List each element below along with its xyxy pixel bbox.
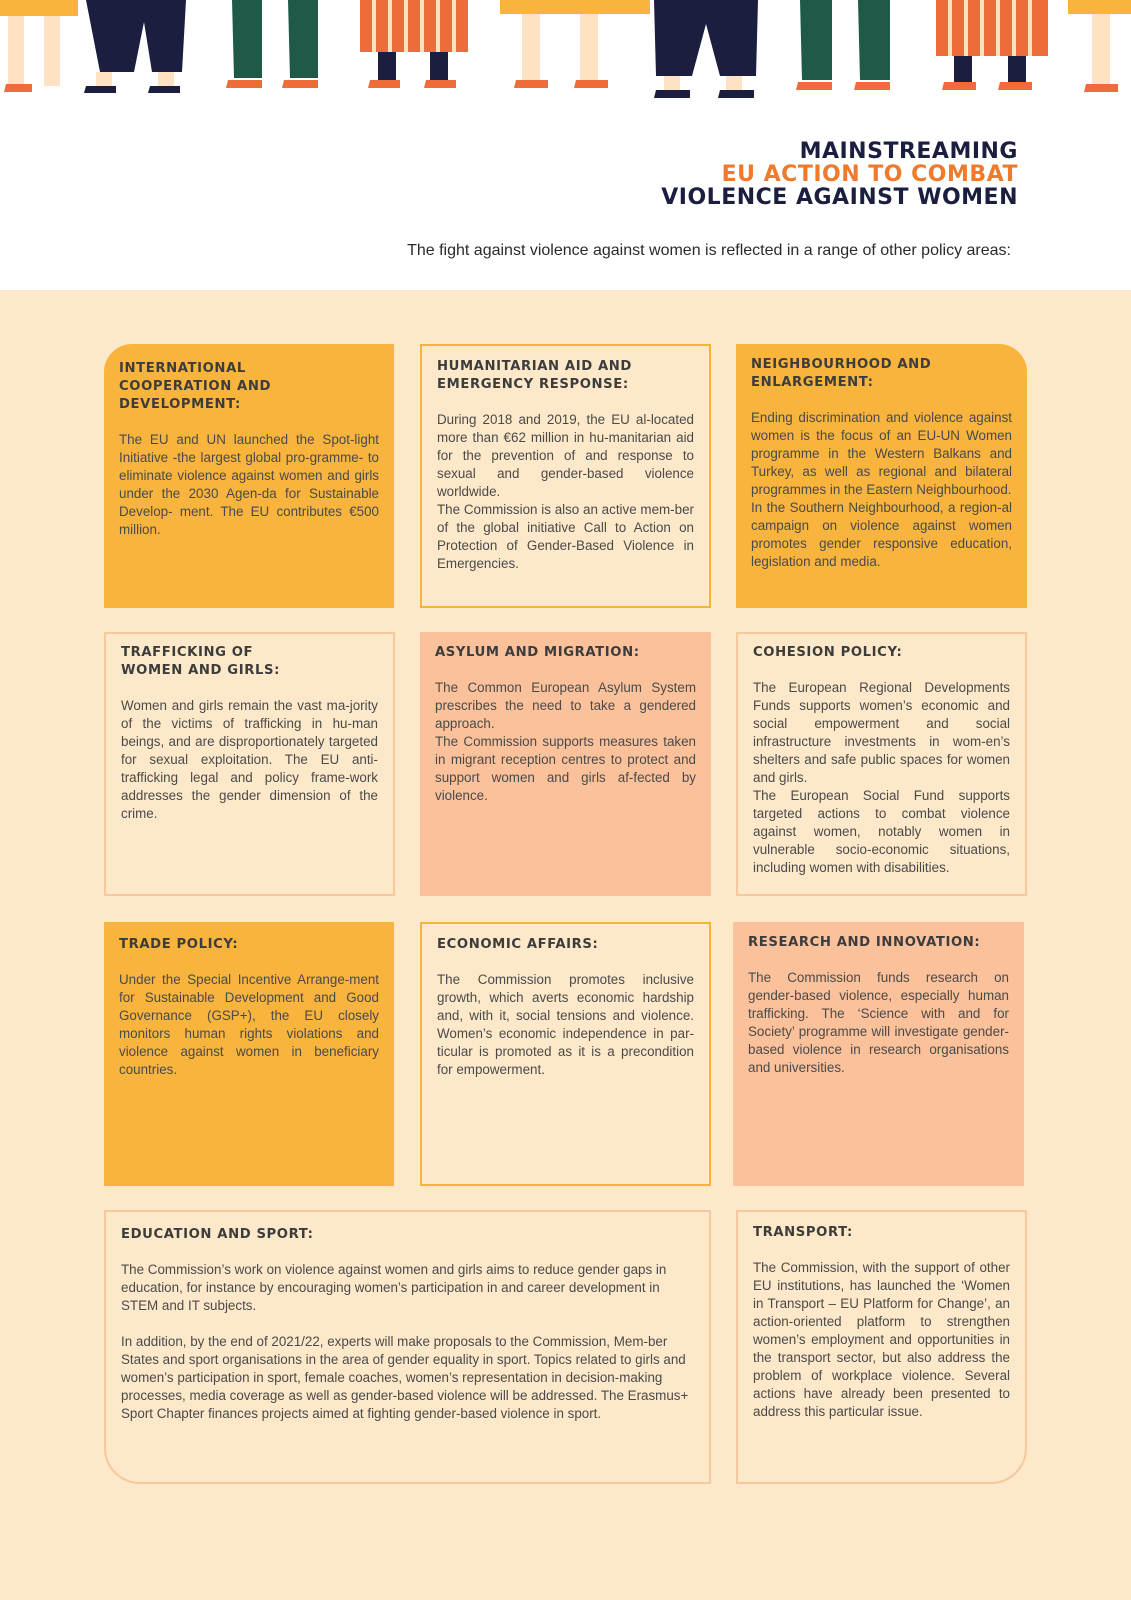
card-text: The European Social Fund supports targeted actions to combat violence against women, notably women in vulnerable socio-economic situations, including women with disabilities. — [753, 788, 1010, 875]
card-neighbourhood — [736, 344, 1027, 608]
card-text: The Commission promotes inclusive growth, which averts economic hardship and, with it, social tensions and violence. Women’s economic independence in par-ticular is promoted as it is a precondition for empowerment. — [437, 972, 694, 1077]
card-text: The Common European Asylum System prescribes the need to take a gendered approach. — [435, 680, 696, 731]
card-title: TRADE POLICY: — [119, 937, 239, 952]
card-economic-affairs — [420, 922, 711, 1186]
card-text: The Commission’s work on violence against women and girls aims to reduce gender gaps in education, for instance by encouraging women’s participation in and career development in STEM and IT subjects. — [121, 1262, 667, 1313]
card-text: During 2018 and 2019, the EU al-located more than €62 million in hu-manitarian aid for the prevention of and response to sexual and gender-based violence worldwide. — [437, 412, 694, 499]
card-cohesion-policy — [736, 632, 1027, 896]
card-title: TRANSPORT: — [753, 1225, 853, 1240]
card-humanitarian-aid — [420, 344, 711, 608]
title-line-2: EU ACTION TO COMBAT — [721, 162, 1018, 187]
card-text: In the Southern Neighbourhood, a region-al campaign on violence against women promotes gender responsive education, legislation and media. — [751, 500, 1012, 569]
card-title: NEIGHBOURHOOD AND ENLARGEMENT: — [751, 357, 932, 390]
card-education-sport — [104, 1210, 711, 1484]
card-title: COHESION POLICY: — [753, 645, 903, 660]
card-asylum-migration — [420, 632, 711, 896]
card-text: The Commission, with the support of other EU institutions, has launched the ‘Women in Transport – EU Platform for Change’, an action-oriented platform to strengthen women’s employment and opportunities in the transport sector, but also address the problem of workplace violence. Several actions have already been presented to address this particular issue. — [753, 1260, 1010, 1419]
card-transport — [736, 1210, 1027, 1484]
card-title: TRAFFICKING OF WOMEN AND GIRLS: — [121, 645, 280, 678]
card-text: Ending discrimination and violence against women is the focus of an EU-UN Women programme in the Western Balkans and Turkey, as well as regional and bilateral programmes in the Eastern Neighbourhood. — [751, 410, 1012, 497]
card-trade-policy — [104, 922, 394, 1186]
card-text: The Commission funds research on gender-based violence, especially human trafficking. The ‘Science with and for Society’ programme will investigate gender-based violence in research organisations and universities. — [748, 970, 1009, 1075]
card-text: The EU and UN launched the Spot-light Initiative -the largest global pro-gramme- to eliminate violence against women and girls under the 2030 Agen-da for Sustainable Develop- ment. The EU contributes €500 million. — [119, 432, 379, 537]
page-title — [661, 140, 1018, 209]
card-international-cooperation — [104, 344, 394, 608]
card-title: ASYLUM AND MIGRATION: — [435, 645, 640, 660]
card-trafficking — [104, 632, 395, 896]
card-text: The Commission is also an active mem-ber of the global initiative Call to Action on Protection of Gender-Based Violence in Emergencies. — [437, 502, 694, 571]
card-text: Under the Special Incentive Arrange-ment for Sustainable Development and Good Governance (GSP+), the EU closely monitors human rights violations and violence against women in beneficiary countries. — [119, 972, 379, 1077]
header-illustration — [0, 0, 1131, 110]
card-title: INTERNATIONAL COOPERATION AND DEVELOPMENT: — [119, 361, 272, 412]
card-research-innovation — [733, 922, 1024, 1186]
card-text: Women and girls remain the vast ma-jority of the victims of trafficking in hu-man beings, and are disproportionately targeted for sexual exploitation. The EU anti-trafficking legal and policy frame-work addresses the gender dimension of the crime. — [121, 698, 378, 821]
page-subtitle: The fight against violence against women is reflected in a range of other policy areas: — [407, 242, 1011, 259]
card-text: In addition, by the end of 2021/22, experts will make proposals to the Commission, Mem-ber States and sport organisations in the area of gender equality in sport. Topics related to girls and women’s participation in sport, female coaches, women’s representation in decision-making processes, media coverage as well as gender-based violence will be addressed. The Erasmus+ Sport Chapter finances projects aimed at fighting gender-based violence in sport. — [121, 1334, 689, 1421]
card-title: RESEARCH AND INNOVATION: — [748, 935, 981, 950]
title-line-1: MAINSTREAMING — [799, 139, 1018, 164]
card-title: HUMANITARIAN AID AND EMERGENCY RESPONSE: — [437, 359, 632, 392]
card-text: The Commission supports measures taken in migrant reception centres to protect and support women and girls af-fected by violence. — [435, 734, 696, 803]
policy-areas-panel — [0, 290, 1131, 1600]
card-title: EDUCATION AND SPORT: — [121, 1227, 314, 1242]
card-title: ECONOMIC AFFAIRS: — [437, 937, 599, 952]
card-text: The European Regional Developments Funds supports women’s economic and social empowerment and social infrastructure investments in wom-en’s shelters and safe public spaces for women and girls. — [753, 680, 1010, 785]
title-line-3: VIOLENCE AGAINST WOMEN — [661, 185, 1018, 210]
